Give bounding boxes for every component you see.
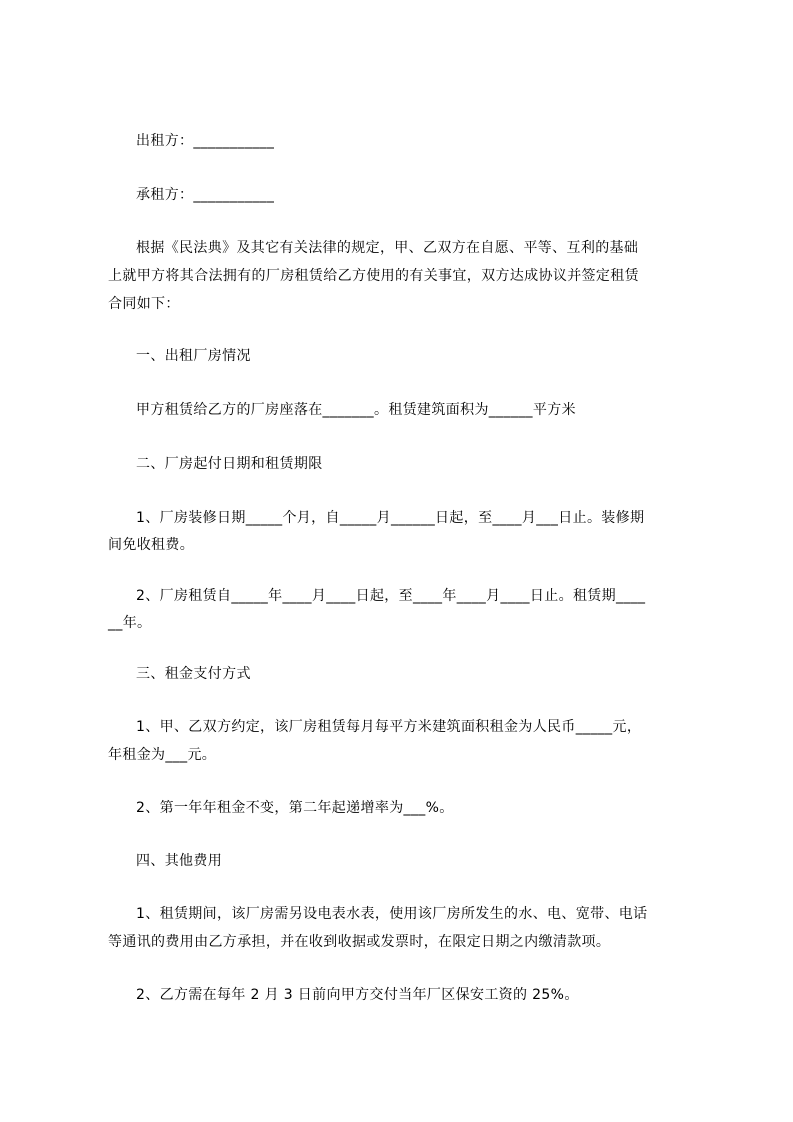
section2-item1-line-1: 1、厂房装修日期_____个月，自_____月______日起，至____月___日止。装修期 [136, 510, 645, 526]
section1-line-1: 甲方租赁给乙方的厂房座落在_______。租赁建筑面积为______平方米 [136, 402, 576, 418]
section2-item2-line-1: 2、厂房租赁自_____年____月____日起，至____年____月____日止。租赁期____ [136, 588, 646, 604]
lessee-line: 承租方：___________ [136, 187, 275, 203]
section4-item1-line-1: 1、租赁期间，该厂房需另设电表水表，使用该厂房所发生的水、电、宽带、电话 [136, 906, 648, 922]
preamble-line-2: 上就甲方将其合法拥有的厂房租赁给乙方使用的有关事宜，双方达成协议并签定租赁 [108, 268, 639, 284]
section3-heading: 三、租金支付方式 [136, 666, 251, 682]
section1-heading: 一、出租厂房情况 [136, 348, 251, 364]
preamble-line-3: 合同如下： [108, 296, 180, 312]
section3-item1-line-1: 1、甲、乙双方约定，该厂房租赁每月每平方米建筑面积租金为人民币_____元， [136, 719, 642, 735]
section4-heading: 四、其他费用 [136, 853, 223, 869]
section2-heading: 二、厂房起付日期和租赁期限 [136, 456, 323, 472]
section3-item2-line-1: 2、第一年年租金不变，第二年起递增率为___%。 [136, 800, 454, 816]
section4-item1-line-2: 等通讯的费用由乙方承担，并在收到收据或发票时，在限定日期之内缴清款项。 [108, 934, 611, 950]
lessor-line: 出租方：___________ [136, 133, 275, 149]
preamble-line-1: 根据《民法典》及其它有关法律的规定，甲、乙双方在自愿、平等、互利的基础 [136, 240, 639, 256]
section4-item2-line-1: 2、乙方需在每年 2 月 3 日前向甲方交付当年厂区保安工资的 25%。 [136, 987, 579, 1003]
section2-item1-line-2: 间免收租费。 [108, 537, 195, 553]
section3-item1-line-2: 年租金为___元。 [108, 747, 217, 763]
section2-item2-line-2: __年。 [108, 615, 152, 631]
